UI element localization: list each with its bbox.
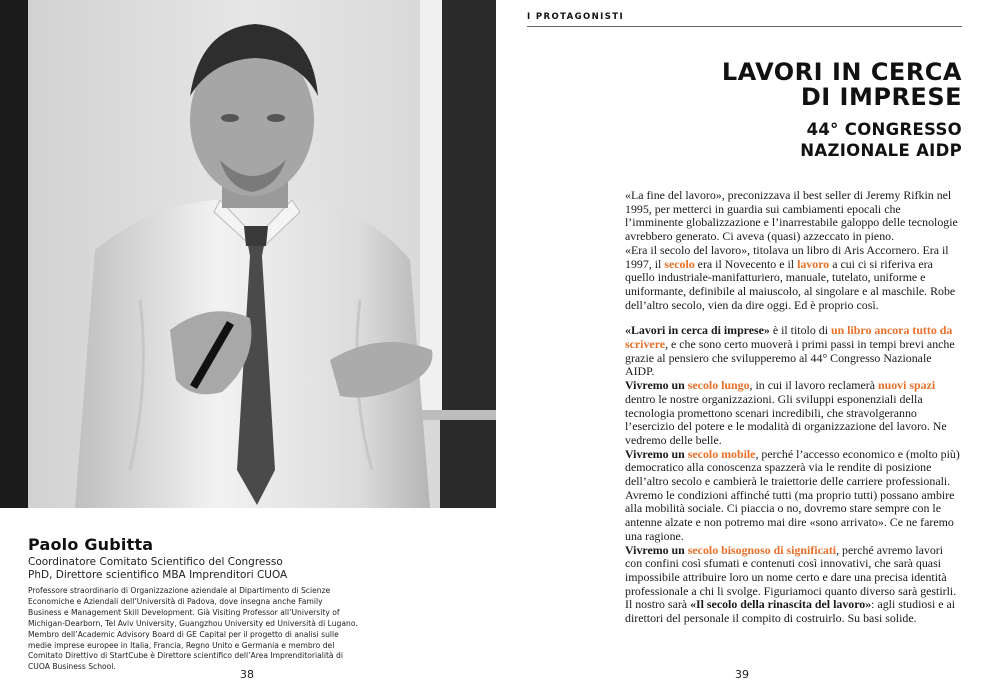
highlight: nuovi spazi <box>877 378 936 393</box>
text-span: era il Novecento e il <box>694 256 798 271</box>
article-subtitle-line1: 44° CONGRESSO <box>806 120 962 139</box>
text-span: : agli studiosi e ai direttori del personale il compito di costruirlo. Su basi solide. <box>625 597 956 626</box>
page-number-left: 38 <box>240 668 254 681</box>
section-divider <box>527 26 962 27</box>
bold-text: Vivremo un <box>625 446 688 461</box>
section-label: I PROTAGONISTI <box>527 12 625 22</box>
article-subtitle <box>800 119 962 161</box>
highlight: secolo <box>664 256 695 271</box>
text-span: Il nostro sarà <box>625 597 691 612</box>
text-span: , e che sono certo muoverà i primi passi in tempi brevi anche grazie al pensiero che svilupperemo al 44° Congresso Nazionale AIDP. <box>625 337 955 379</box>
highlight: secolo bisognoso di significati <box>687 542 837 557</box>
highlight: un libro ancora tutto da scrivere <box>625 323 953 352</box>
portrait-photo <box>0 0 496 508</box>
right-page <box>496 0 992 700</box>
bold-text: «Il secolo della rinascita del lavoro» <box>690 597 872 612</box>
text-span: dentro le nostre organizzazioni. Gli sviluppi esponenziali della tecnologia promettono scenari incredibili, che stravolgeranno l’esercizio del potere e le modalità di organizzazione del lavoro. Ne vedremo delle belle. <box>625 391 947 447</box>
article-body <box>625 189 961 626</box>
text-span: , perché avremo lavori con confini così sfumati e contenuti così innovativi, che sarà quasi impossibile attribuire loro un nome certo e dare una precisa identità professionale a chi li svolge. Figuriamoci quanto diverso sarà gestirli. <box>625 542 957 598</box>
paragraph-main <box>625 324 961 625</box>
page-number-right: 39 <box>735 668 749 681</box>
portrait-photo-illustration <box>0 0 496 508</box>
article-subtitle-line2: NAZIONALE AIDP <box>800 141 962 160</box>
bold-text: Vivremo un <box>625 378 688 393</box>
highlight: secolo lungo <box>687 378 750 393</box>
person-name: Paolo Gubitta <box>28 535 154 554</box>
text-span: , in cui il lavoro reclamerà <box>749 378 878 393</box>
highlight: lavoro <box>797 256 830 271</box>
paragraph-intro <box>625 189 961 312</box>
person-role-primary: Coordinatore Comitato Scientifico del Congresso <box>28 556 283 568</box>
person-role-secondary: PhD, Direttore scientifico MBA Imprenditori CUOA <box>28 569 288 581</box>
text-span: «Era il secolo del lavoro», titolava un libro di Aris Accornero. Era il 1997, il <box>625 242 949 271</box>
article-title-line1: LAVORI IN CERCA <box>721 58 962 86</box>
bold-text: Vivremo un <box>625 542 688 557</box>
highlight: secolo mobile <box>687 446 756 461</box>
text-span: , perché l’accesso economico e (molto più) democratico alla conoscenza spazzerà via le rendite di posizione dell’altro secolo e cambierà le traiettorie delle carriere professionali. Avremo le condizioni affinché tutti (ma proprio tutti) possano ambire alla mobilità sociale. Ci piaccia o no, dovremo stare sempre con le antenne alzate e non potremo mai dire «sono arrivato». Ce ne faremo una ragione. <box>625 446 960 543</box>
text-span: è il titolo di <box>769 323 831 338</box>
article-title-line2: DI IMPRESE <box>800 83 962 111</box>
bold-text: «Lavori in cerca di imprese» <box>625 323 770 338</box>
text-span: «La fine del lavoro», preconizzava il best seller di Jeremy Rifkin nel 1995, per metterci in guardia sui cambiamenti epocali che l’imminente globalizzazione e l’inarrestabile galoppo delle tecnologie avrebbero generato. Ci aveva (quasi) azzeccato in pieno. <box>625 188 958 244</box>
article-title <box>722 60 962 110</box>
person-bio: Professore straordinario di Organizzazione aziendale al Dipartimento di Scienze Economiche e Aziendali dell’Università di Padova, dove insegna anche Family Business e Management Skill Development. Già Visiting Professor all’University of Michigan-Dearborn, Tel Aviv University, Guangzhou University ed Università di Lugano. Membro dell’Academic Advisory Board di GE Capital per il progetto di analisi sulle medie imprese europee in Italia, Francia, Regno Unito e Germania e membro del Comitato Direttivo di StartCube è Direttore scientifico dell’Area Imprenditorialità di CUOA Business School. <box>28 586 358 672</box>
text-span: a cui ci si riferiva era quello industriale-manifatturiero, manuale, tutelato, uniforme e uniformante, definibile al maiuscolo, al singolare e al maschile. Robe dell’altro secolo, vien da dire oggi. Ed è proprio così. <box>625 256 956 312</box>
